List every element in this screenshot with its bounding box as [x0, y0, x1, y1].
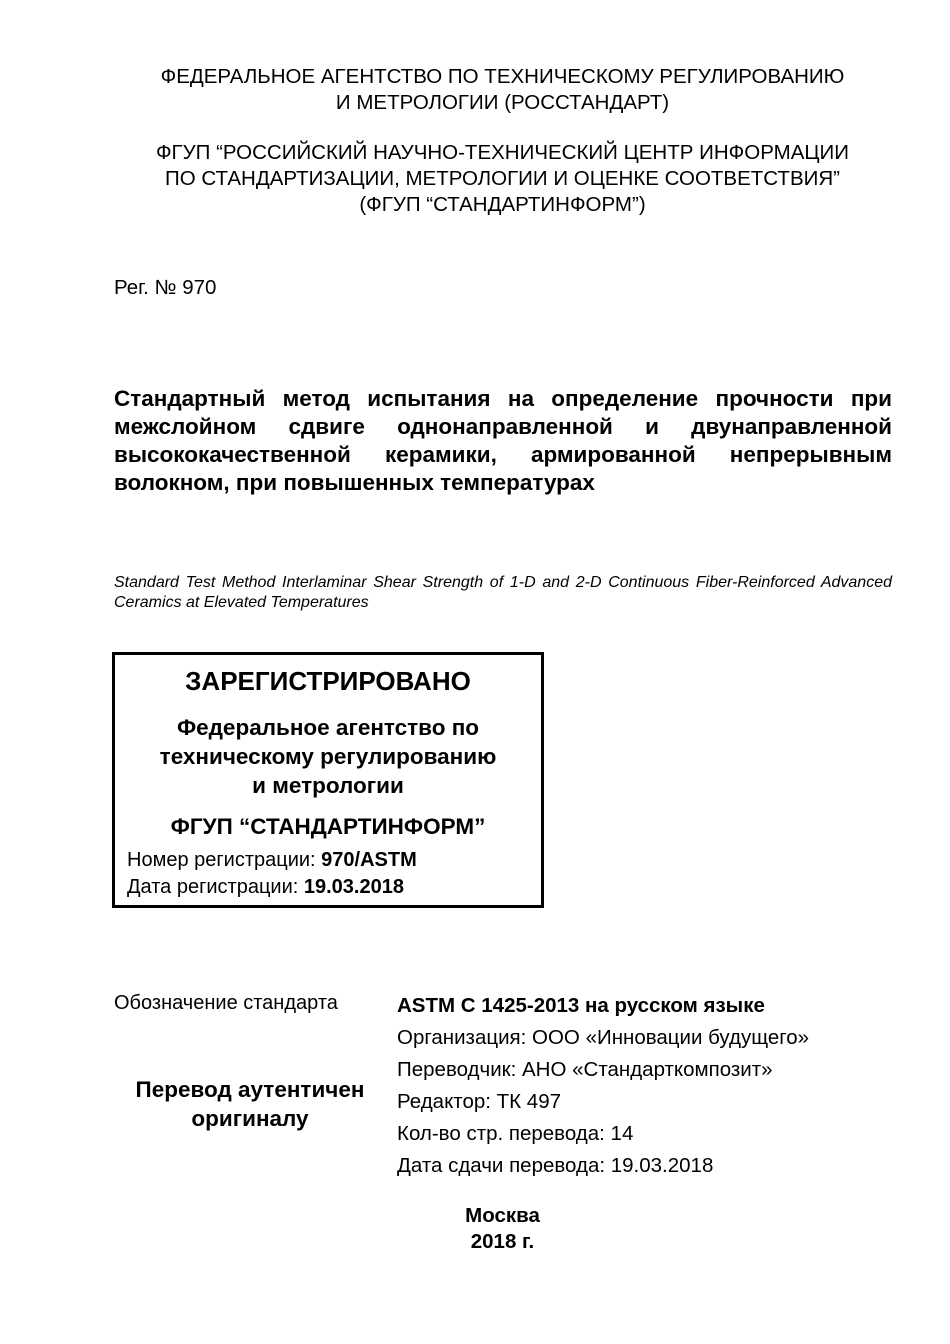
center-header: [80, 140, 925, 218]
agency-line: И МЕТРОЛОГИИ (РОССТАНДАРТ): [335, 91, 670, 114]
document-title-en: Standard Test Method Interlaminar Shear Strength of 1-D and 2-D Continuous Fiber-Reinforced Advanced Ceramics at Elevated Temperatures: [114, 574, 892, 611]
organization: Организация: ООО «Инновации будущего»: [397, 1026, 810, 1049]
authentic-line: Перевод аутентичен: [135, 1077, 365, 1102]
agency-header: [80, 64, 925, 116]
stamp-reg-number: [127, 847, 417, 873]
footer-city: Москва: [465, 1204, 540, 1227]
translation-details: [397, 993, 809, 1185]
registration-number: Рег. № 970: [114, 276, 217, 299]
stamp-reg-label: Номер регистрации:: [127, 849, 322, 871]
center-line: (ФГУП “СТАНДАРТИНФОРМ”): [359, 193, 646, 216]
stamp-reg-date: [127, 874, 404, 900]
standard-designation: ASTM C 1425-2013 на русском языке: [397, 994, 765, 1017]
submission-date: Дата сдачи перевода: 19.03.2018: [397, 1154, 714, 1177]
stamp-agency-line: техническому регулированию: [159, 744, 497, 769]
stamp-date-value: 19.03.2018: [303, 876, 404, 898]
authentic-line: оригиналу: [191, 1106, 309, 1131]
center-line: ПО СТАНДАРТИЗАЦИИ, МЕТРОЛОГИИ И ОЦЕНКЕ СООТВЕТСТВИЯ”: [165, 167, 840, 190]
stamp-agency-line: Федеральное агентство по: [176, 715, 480, 740]
footer-year: 2018 г.: [470, 1230, 535, 1253]
stamp-title: ЗАРЕГИСТРИРОВАНО: [185, 666, 471, 696]
stamp-org: ФГУП “СТАНДАРТИНФОРМ”: [170, 814, 486, 839]
agency-line: ФЕДЕРАЛЬНОЕ АГЕНТСТВО ПО ТЕХНИЧЕСКОМУ РЕГУЛИРОВАНИЮ: [160, 65, 845, 88]
document-title-ru: Стандартный метод испытания на определение прочности при межслойном сдвиге однонаправленной и двунаправленной высококачественной керамики, армированной непрерывным волокном, при повышенных температурах: [114, 386, 892, 495]
editor: Редактор: ТК 497: [397, 1090, 561, 1113]
stamp-agency-line: и метрологии: [252, 773, 404, 798]
stamp-date-label: Дата регистрации:: [127, 876, 304, 898]
stamp-reg-value: 970/ASTM: [321, 849, 417, 871]
footer: [380, 1203, 625, 1255]
registration-stamp: [112, 652, 544, 908]
center-line: ФГУП “РОССИЙСКИЙ НАУЧНО-ТЕХНИЧЕСКИЙ ЦЕНТР ИНФОРМАЦИИ: [155, 141, 850, 164]
authentic-note: [120, 1075, 380, 1133]
translator: Переводчик: АНО «Стандарткомпозит»: [397, 1058, 773, 1081]
designation-label: Обозначение стандарта: [114, 992, 338, 1014]
page-count: Кол-во стр. перевода: 14: [397, 1122, 634, 1145]
stamp-agency: [115, 713, 541, 800]
